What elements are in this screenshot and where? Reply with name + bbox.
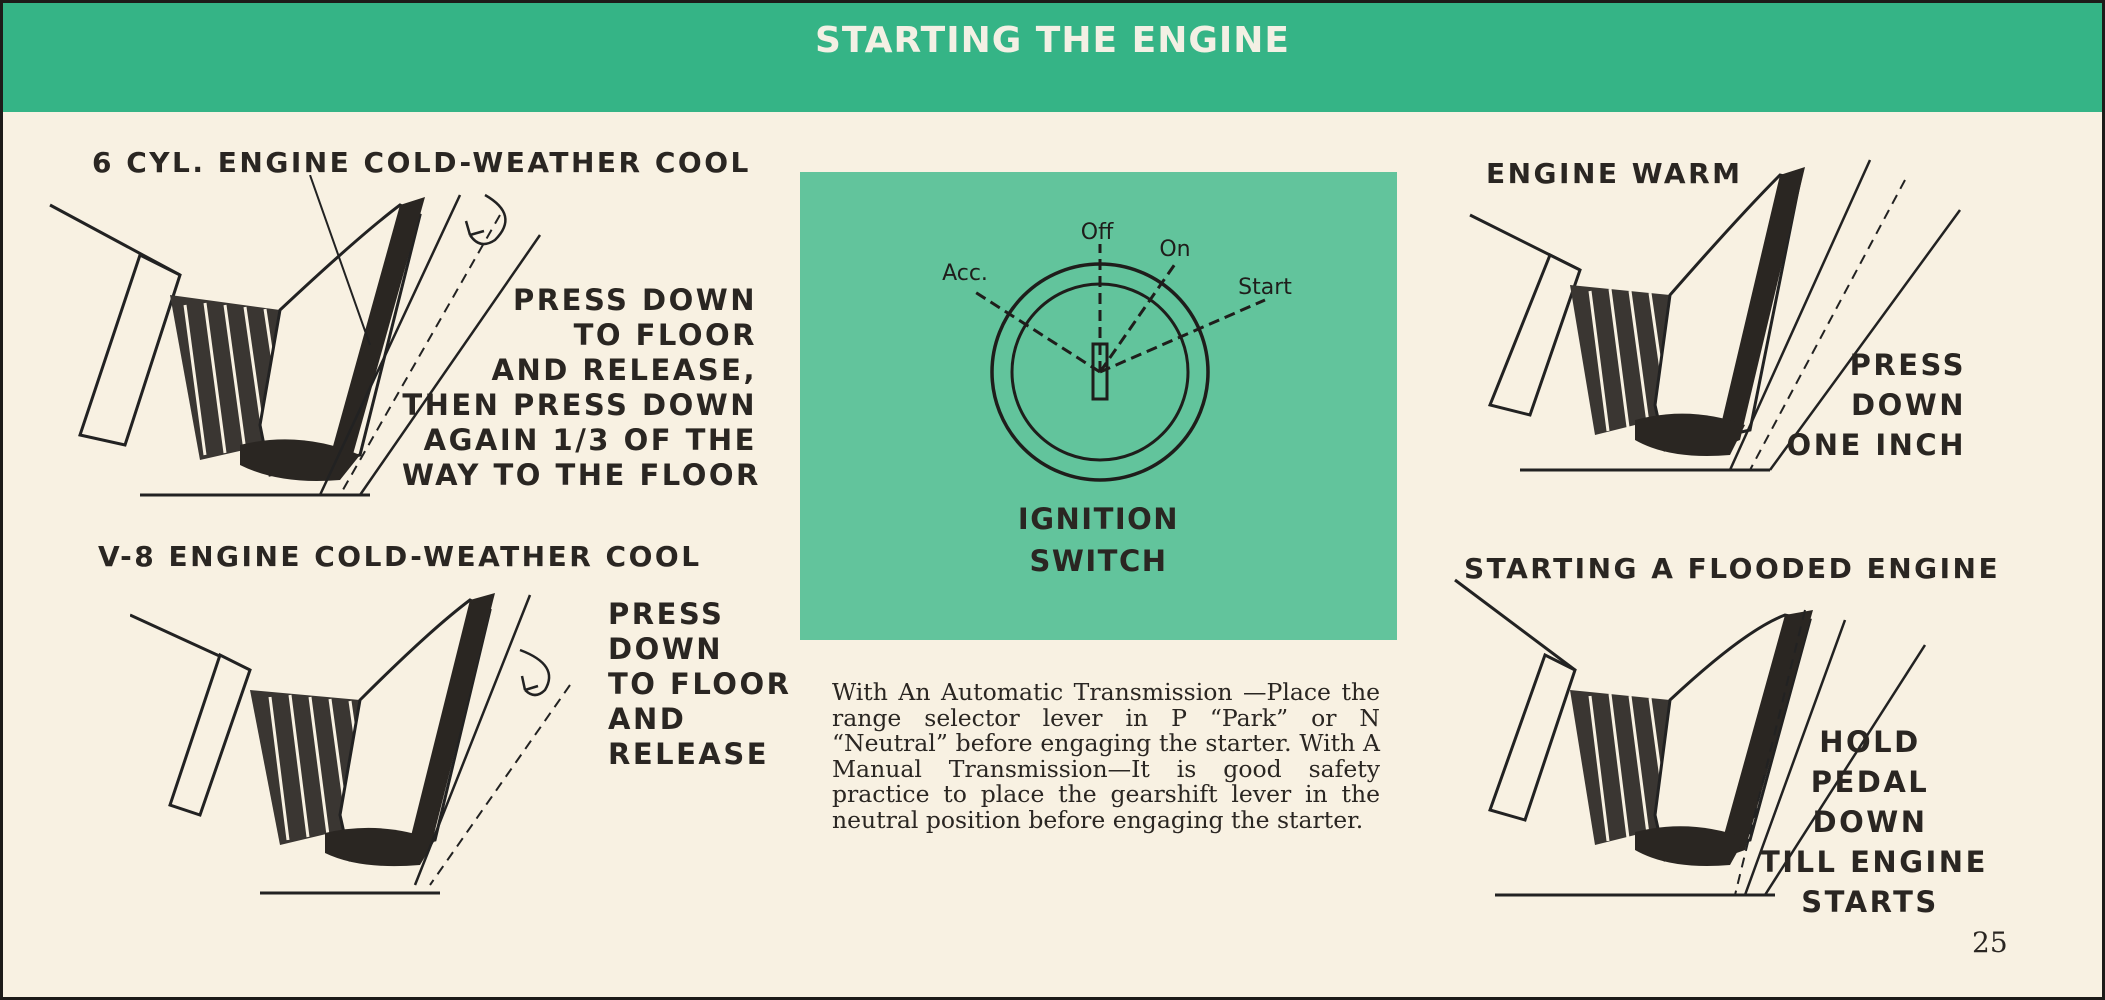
six-cyl-instruction: PRESS DOWN TO FLOOR AND RELEASE, THEN PRESS DOWN AGAIN 1/3 OF THE WAY TO THE FLOOR (402, 283, 761, 492)
off-position-label: Off (1080, 220, 1114, 245)
engine-warm-heading: ENGINE WARM (1486, 157, 1743, 190)
flooded-heading: STARTING A FLOODED ENGINE (1464, 552, 2001, 585)
page-number: 25 (1972, 926, 2008, 959)
flooded-instruction: HOLD PEDAL DOWN TILL ENGINE STARTS (1760, 725, 1988, 919)
ignition-switch-panel (800, 172, 1397, 640)
on-position-label: On (1159, 237, 1191, 262)
six-cyl-heading: 6 CYL. ENGINE COLD-WEATHER COOL (92, 146, 751, 179)
page-header (0, 0, 2105, 112)
page-title: STARTING THE ENGINE (814, 20, 1290, 61)
transmission-safety-paragraph: With An Automatic Transmission —Place the range selector lever in P “Park” or N “Neutral” before engaging the starter. With A Manual Transmission—It is good safety practice to place the gearshift lever in the neutral position before engaging the starter. (832, 678, 1380, 834)
v8-heading: V-8 ENGINE COLD-WEATHER COOL (98, 540, 702, 573)
v8-foot-pedal-illustration (130, 575, 610, 905)
engine-warm-instruction: PRESS DOWN ONE INCH (1786, 348, 1966, 462)
acc-position-label: Acc. (942, 261, 988, 286)
ignition-switch-label: IGNITION SWITCH (1017, 502, 1180, 578)
v8-instruction: PRESS DOWN TO FLOOR AND RELEASE (608, 597, 792, 771)
start-position-label: Start (1238, 275, 1292, 300)
